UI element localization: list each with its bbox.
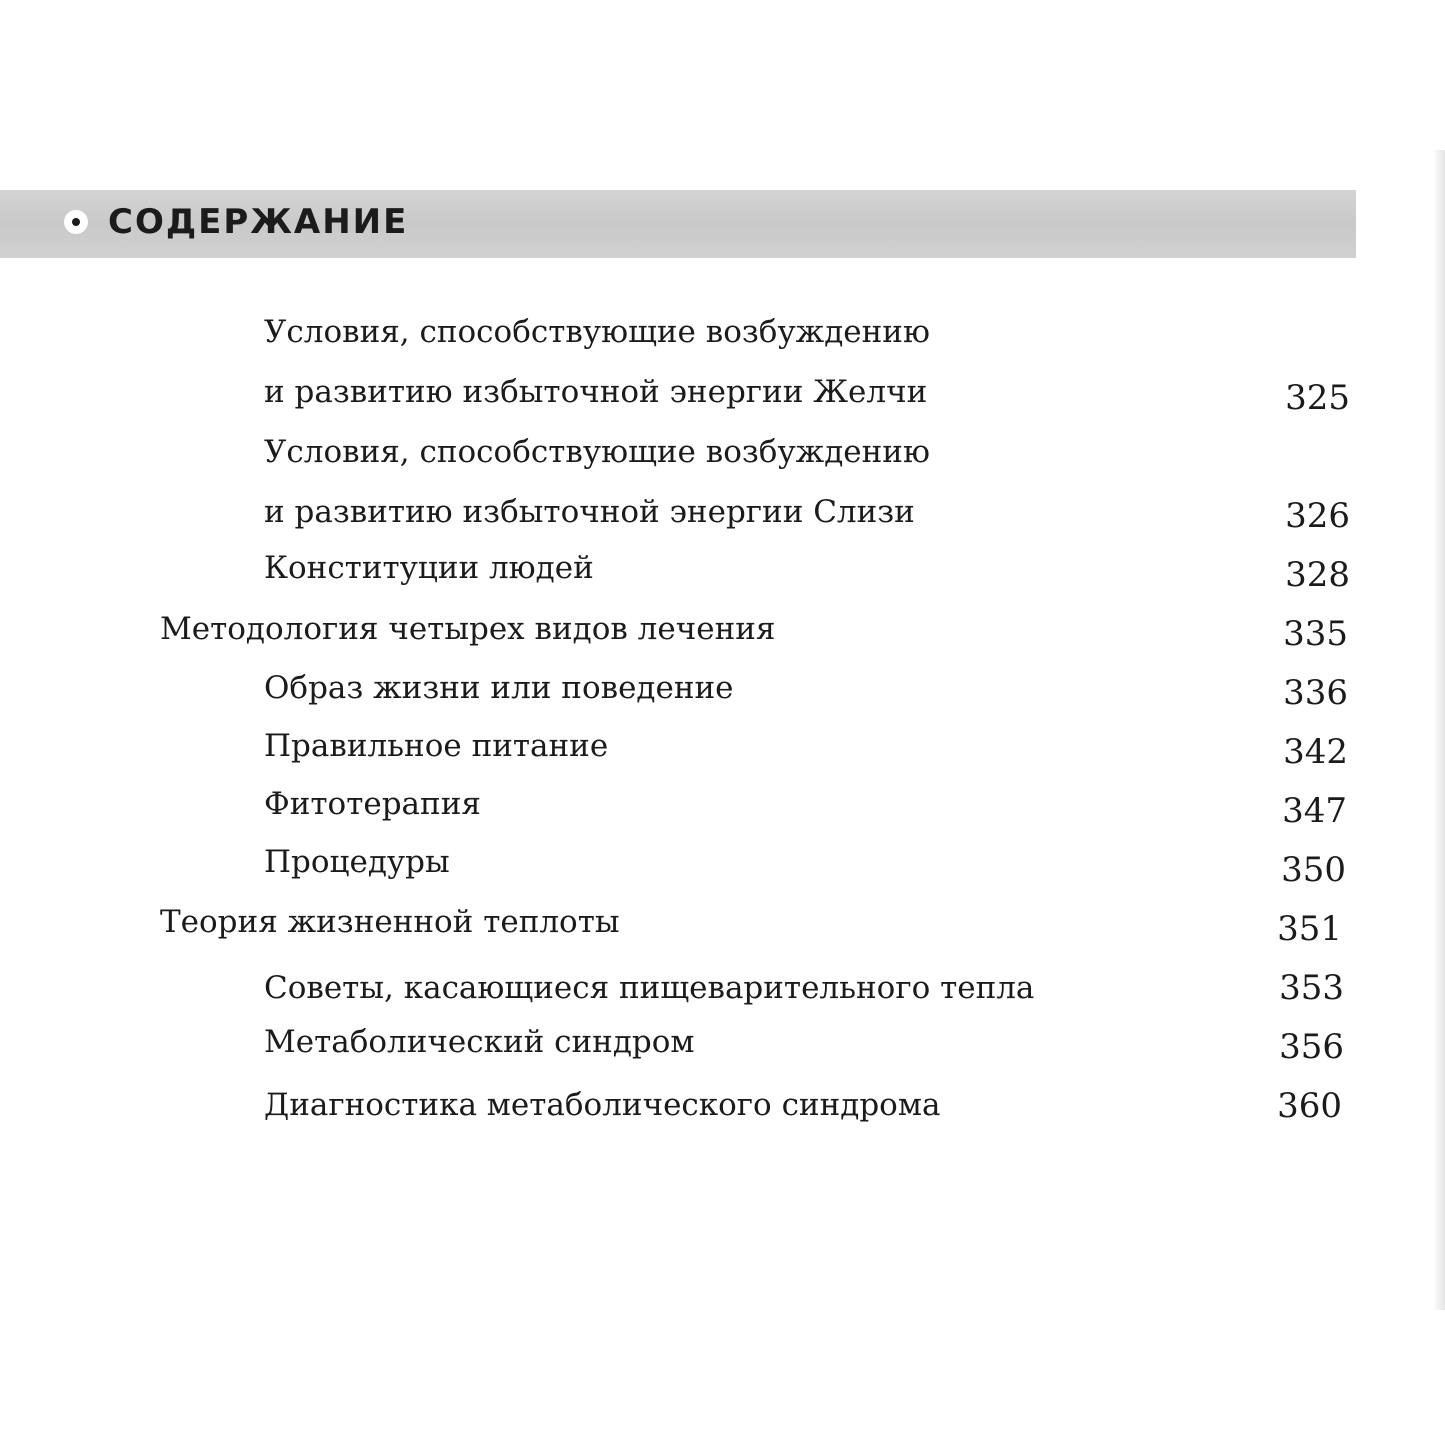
toc-page-number: 351 xyxy=(1277,909,1342,949)
toc-entry-text: Условия, способствующие возбуждению xyxy=(264,314,930,350)
toc-entry-text: Советы, касающиеся пищеварительного тепла xyxy=(264,970,1035,1006)
toc-entry-text: Правильное питание xyxy=(264,728,609,764)
toc-page-number: 342 xyxy=(1283,732,1348,772)
toc-page-number: 336 xyxy=(1283,673,1348,713)
toc-page-number: 350 xyxy=(1281,850,1346,890)
toc-entry-text: Метаболический синдром xyxy=(264,1024,695,1060)
bullet-dot-icon xyxy=(64,210,88,234)
toc-page-number: 326 xyxy=(1285,496,1350,536)
toc-entry-text: Конституции людей xyxy=(264,550,594,586)
toc-entry-text: Условия, способствующие возбуждению xyxy=(264,434,930,470)
section-title: СОДЕРЖАНИЕ xyxy=(108,202,409,242)
toc-entry-text: Теория жизненной теплоты xyxy=(160,904,620,940)
toc-entry-text: Методология четырех видов лечения xyxy=(160,611,776,647)
page-edge-shadow xyxy=(1433,150,1445,1310)
toc-page-number: 328 xyxy=(1285,555,1350,595)
toc-entry-text: и развитию избыточной энергии Желчи xyxy=(264,374,928,410)
toc-page-number: 360 xyxy=(1277,1086,1342,1126)
toc-page-number: 347 xyxy=(1282,791,1347,831)
toc-entry-text: Образ жизни или поведение xyxy=(264,670,734,706)
toc-page-number: 325 xyxy=(1285,378,1350,418)
toc-page-number: 356 xyxy=(1279,1027,1344,1067)
toc-page-number: 335 xyxy=(1283,614,1348,654)
toc-entry-text: Процедуры xyxy=(264,844,450,880)
toc-page-number: 353 xyxy=(1279,968,1344,1008)
toc-entry-text: Фитотерапия xyxy=(264,786,481,822)
toc-entry-text: и развитию избыточной энергии Слизи xyxy=(264,494,915,530)
toc-entry-text: Диагностика метаболического синдрома xyxy=(264,1087,941,1123)
